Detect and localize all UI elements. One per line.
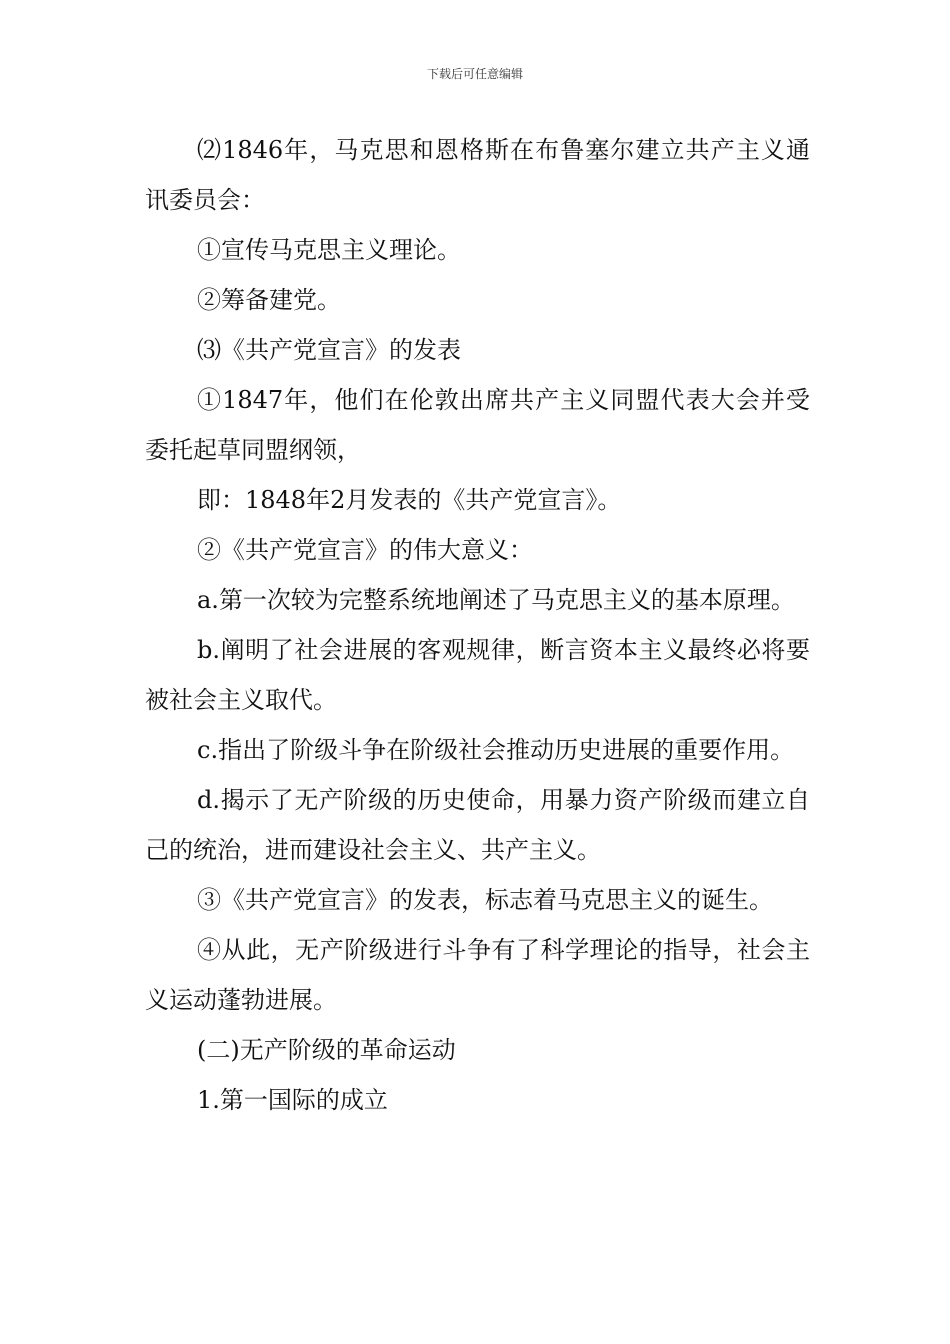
page-header: 下载后可任意编辑 xyxy=(426,67,523,81)
paragraph: (二)无产阶级的革命运动 xyxy=(197,1036,456,1064)
paragraph: ①1847年，他们在伦敦出席共产主义同盟代表大会并受委托起草同盟纲领， xyxy=(145,386,810,464)
document-body xyxy=(145,125,810,1125)
paragraph: 即：1848年2月发表的《共产党宣言》。 xyxy=(197,486,622,514)
paragraph: ②筹备建党。 xyxy=(197,286,341,314)
paragraph: b.阐明了社会进展的客观规律，断言资本主义最终必将要被社会主义取代。 xyxy=(145,636,810,714)
paragraph: a.第一次较为完整系统地阐述了马克思主义的基本原理。 xyxy=(197,586,795,614)
paragraph: d.揭示了无产阶级的历史使命，用暴力资产阶级而建立自己的统治，进而建设社会主义、共产主义。 xyxy=(145,786,810,864)
paragraph: ①宣传马克思主义理论。 xyxy=(197,236,461,264)
paragraph: c.指出了阶级斗争在阶级社会推动历史进展的重要作用。 xyxy=(197,736,795,764)
paragraph: ⑶《共产党宣言》的发表 xyxy=(197,336,461,364)
paragraph: ②《共产党宣言》的伟大意义： xyxy=(197,536,533,564)
paragraph: ③《共产党宣言》的发表，标志着马克思主义的诞生。 xyxy=(197,886,773,914)
paragraph: ⑵1846年，马克思和恩格斯在布鲁塞尔建立共产主义通讯委员会： xyxy=(145,136,810,214)
paragraph: ④从此，无产阶级进行斗争有了科学理论的指导，社会主义运动蓬勃进展。 xyxy=(145,936,810,1014)
paragraph: 1.第一国际的成立 xyxy=(197,1086,388,1114)
